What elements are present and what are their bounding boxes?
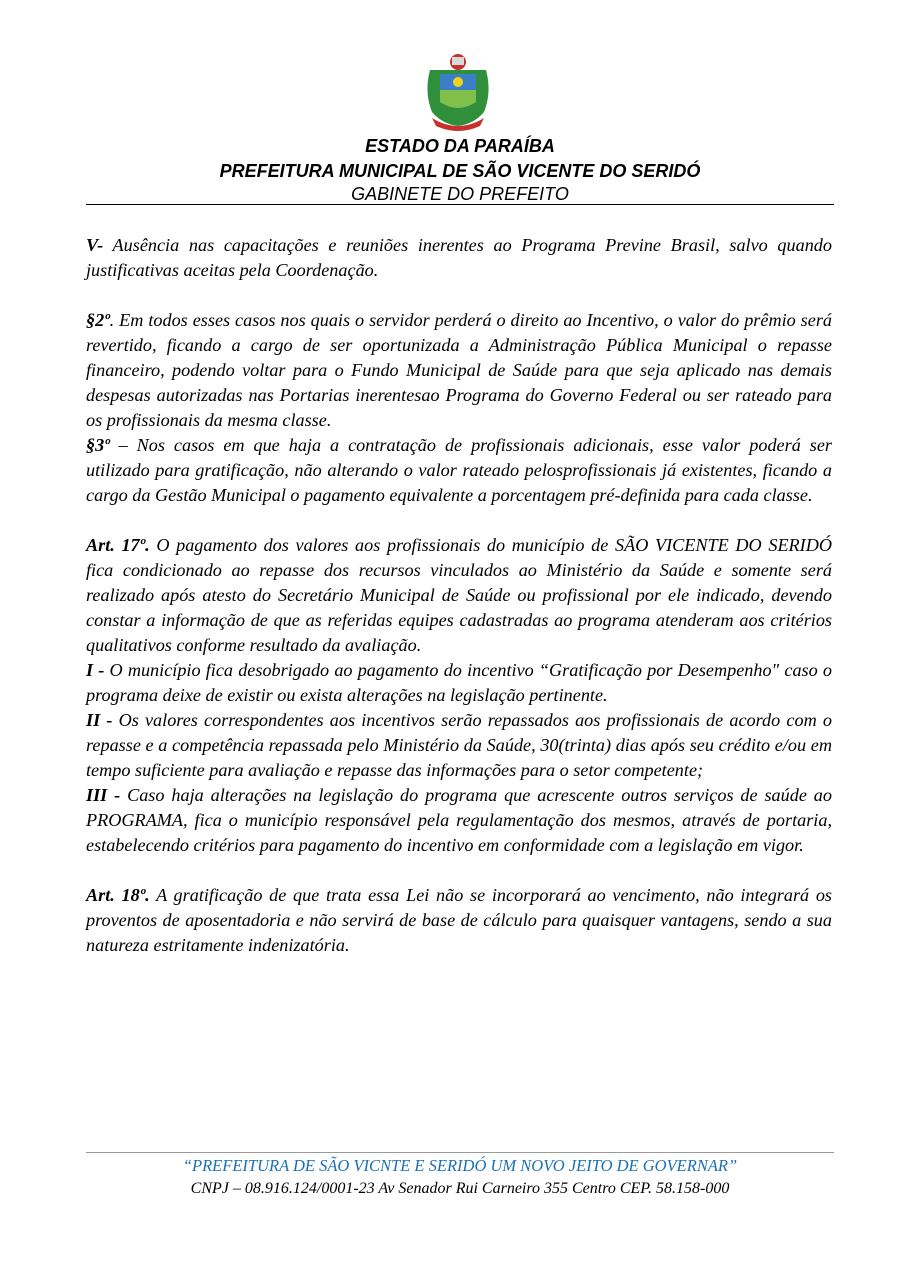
document-body xyxy=(86,233,832,958)
paragraph-iii xyxy=(86,783,832,858)
paragraph-i xyxy=(86,658,832,708)
paragraph-i-text: O município fica desobrigado ao pagamento do incentivo “Gratificação por Desempenho" caso o programa deixe de existir ou exista alterações na legislação pertinente. xyxy=(86,660,832,705)
paragraph-art17 xyxy=(86,533,832,658)
paragraph-v-lead: V- xyxy=(86,235,104,255)
header-prefecture: PREFEITURA MUNICIPAL DE SÃO VICENTE DO SERIDÓ xyxy=(219,161,701,181)
paragraph-s3-text: – Nos casos em que haja a contratação de profissionais adicionais, esse valor poderá ser utilizado para gratificação, não alterando o valor rateado pelosprofissionais já existentes, ficando a cargo da Gestão Municipal o pagamento equivalente a porcentagem pré-definida para cada classe. xyxy=(86,435,832,505)
paragraph-iii-text: Caso haja alterações na legislação do programa que acrescente outros serviços de saúde ao PROGRAMA, fica o município responsável pela regulamentação dos mesmos, através de portaria, estabelecendo critérios para pagamento do incentivo em conformidade com a legislação em vigor. xyxy=(86,785,832,855)
paragraph-art18 xyxy=(86,883,832,958)
header-state: ESTADO DA PARAÍBA xyxy=(365,136,555,156)
paragraph-iii-lead: III - xyxy=(86,785,121,805)
header-office: GABINETE DO PREFEITO xyxy=(351,184,569,204)
coat-of-arms-logo xyxy=(422,52,494,132)
paragraph-i-lead: I - xyxy=(86,660,105,680)
footer-address: CNPJ – 08.916.124/0001-23 Av Senador Rui Carneiro 355 Centro CEP. 58.158-000 xyxy=(190,1180,730,1197)
paragraph-s2-lead: §2º xyxy=(86,310,110,330)
paragraph-s3-lead: §3º xyxy=(86,435,110,455)
paragraph-art18-lead: Art. 18º. xyxy=(86,885,150,905)
paragraph-v-text: Ausência nas capacitações e reuniões inerentes ao Programa Previne Brasil, salvo quando justificativas aceitas pela Coordenação. xyxy=(86,235,832,280)
header-divider xyxy=(86,204,834,205)
paragraph-ii-lead: II - xyxy=(86,710,113,730)
paragraph-ii xyxy=(86,708,832,783)
footer-divider xyxy=(86,1152,834,1153)
paragraph-ii-text: Os valores correspondentes aos incentivos serão repassados aos profissionais de acordo com o repasse e a competência repassada pelo Ministério da Saúde, 30(trinta) dias após seu crédito e/ou em tempo suficiente para avaliação e repasse das informações para o setor competente; xyxy=(86,710,832,780)
paragraph-v xyxy=(86,233,832,283)
paragraph-s3 xyxy=(86,433,832,508)
footer-slogan: “PREFEITURA DE SÃO VICNTE E SERIDÓ UM NOVO JEITO DE GOVERNAR” xyxy=(182,1156,738,1175)
paragraph-art18-text: A gratificação de que trata essa Lei não se incorporará ao vencimento, não integrará os proventos de aposentadoria e não servirá de base de cálculo para quaisquer vantagens, sendo a sua natureza estritamente indenizatória. xyxy=(86,885,832,955)
paragraph-art17-lead: Art. 17º. xyxy=(86,535,150,555)
paragraph-art17-text: O pagamento dos valores aos profissionais do município de SÃO VICENTE DO SERIDÓ fica condicionado ao repasse dos recursos vinculados ao Ministério da Saúde e somente será realizado após atesto do Secretário Municipal de Saúde ou profissional por ele indicado, devendo constar a informação de que as referidas equipes cadastradas ao programa atenderam aos critérios qualitativos conforme resultado da avaliação. xyxy=(86,535,832,655)
paragraph-s2 xyxy=(86,308,832,433)
paragraph-s2-text: . Em todos esses casos nos quais o servidor perderá o direito ao Incentivo, o valor do prêmio será revertido, ficando a cargo de ser oportunizada a Administração Pública Municipal o repasse financeiro, podendo voltar para o Fundo Municipal de Saúde para que seja aplicado nas demais despesas autorizadas nas Portarias inerentesao Programa do Governo Federal ou ser rateado para os profissionais da mesma classe. xyxy=(86,310,832,430)
